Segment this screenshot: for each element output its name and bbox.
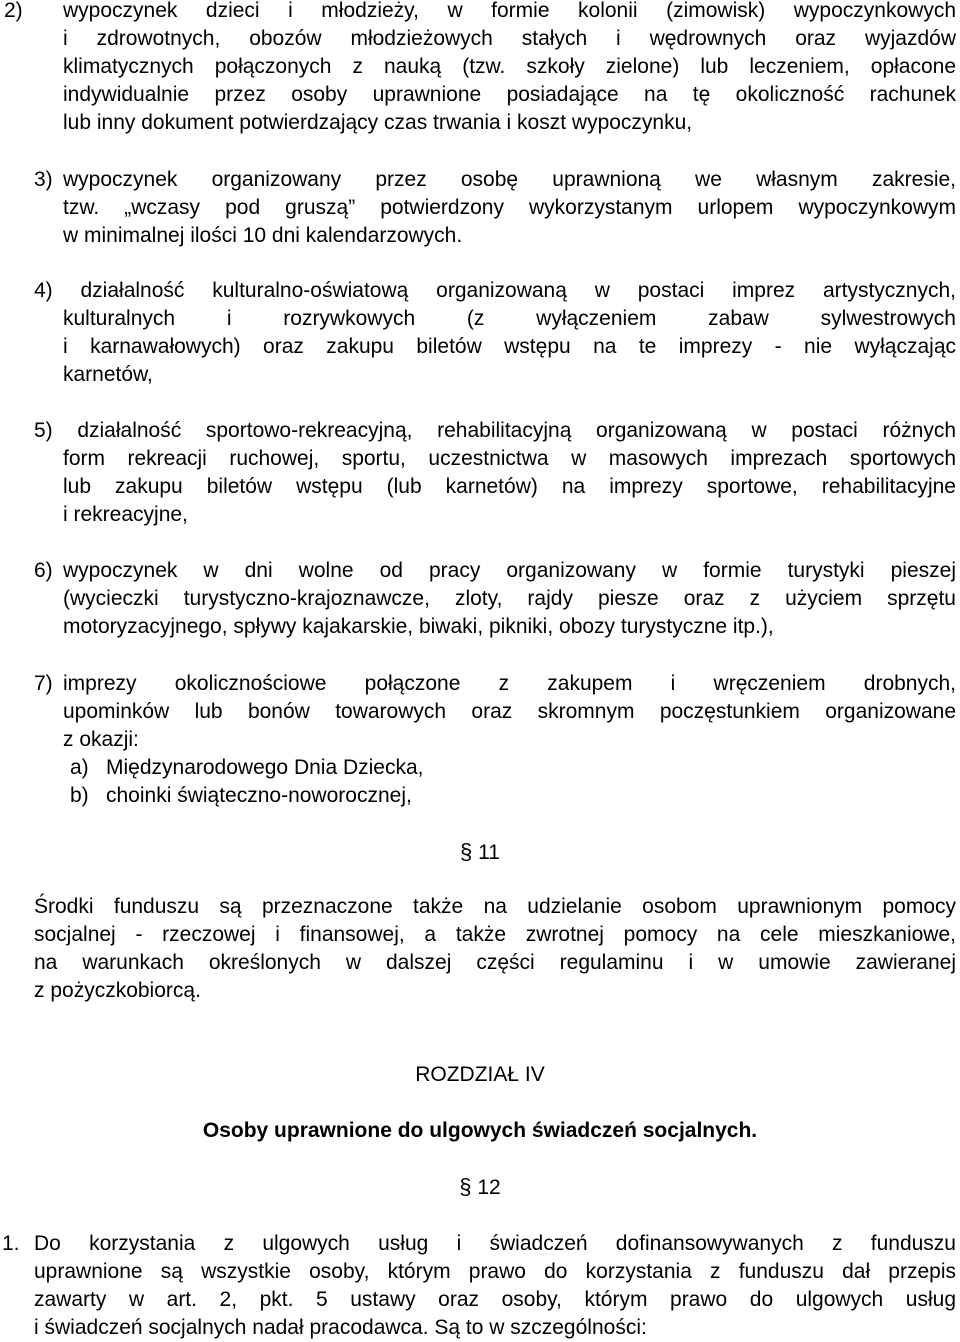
item-7-line-3: z okazji:: [63, 728, 139, 751]
section-11-line-4: z pożyczkobiorcą.: [34, 979, 201, 1002]
item-4-line-2: kulturalnych i rozrywkowych (z wyłączeniem zabaw sylwestrowych: [63, 307, 956, 330]
item-7-sub-a-text: Międzynarodowego Dnia Dziecka,: [106, 756, 424, 779]
section-11-heading: [0, 838, 960, 867]
section-sign-icon: §: [460, 839, 473, 864]
item-4-line-3: i karnawałowych) oraz zakupu biletów wstępu na te imprezy - nie wyłączając: [63, 335, 956, 358]
section-12-heading: [0, 1173, 960, 1202]
item-5-line-2: form rekreacji ruchowej, sportu, uczestnictwa w masowych imprezach sportowych: [63, 447, 956, 470]
section-12-line-1: Do korzystania z ulgowych usług i świadczeń dofinansowywanych z funduszu: [34, 1232, 956, 1255]
item-3-line-3: w minimalnej ilości 10 dni kalendarzowych.: [63, 224, 463, 247]
chapter-title: Osoby uprawnione do ulgowych świadczeń socjalnych.: [202, 1119, 758, 1142]
item-5-line-1: 5) działalność sportowo-rekreacyjną, rehabilitacyjną organizowaną w postaci różnych: [34, 419, 956, 442]
item-6-number: 6): [34, 559, 53, 582]
item-6-line-3: motoryzacyjnego, spływy kajakarskie, biwaki, pikniki, obozy turystyczne itp.),: [63, 615, 774, 638]
item-2-line-5: lub inny dokument potwierdzający czas trwania i koszt wypoczynku,: [63, 111, 693, 134]
item-4-line-4: karnetów,: [63, 363, 153, 386]
item-6-line-1: wypoczynek w dni wolne od pracy organizowany w formie turystyki pieszej: [63, 559, 956, 582]
item-7-sub-a-label: a): [70, 756, 89, 779]
item-2-number: 2): [4, 0, 23, 22]
item-2-line-1: wypoczynek dzieci i młodzieży, w formie kolonii (zimowisk) wypoczynkowych: [63, 0, 956, 22]
item-3-number: 3): [34, 168, 53, 191]
item-6-line-2: (wycieczki turystyczno-krajoznawcze, zloty, rajdy piesze oraz z użyciem sprzętu: [63, 587, 956, 610]
item-5-line-3: lub zakupu biletów wstępu (lub karnetów) na imprezy sportowe, rehabilitacyjne: [63, 475, 956, 498]
item-2-line-3: klimatycznych połączonych z nauką (tzw. szkoły zielone) lub leczeniem, opłacone: [63, 55, 956, 78]
section-12-line-2: uprawnione są wszystkie osoby, którym prawo do korzystania z funduszu dał przepis: [34, 1260, 956, 1283]
section-12-line-4: i świadczeń socjalnych nadał pracodawca. Są to w szczególności:: [34, 1316, 647, 1339]
section-11-number: 11: [478, 841, 500, 864]
chapter-heading: ROZDZIAŁ IV: [415, 1063, 545, 1086]
item-5-line-4: i rekreacyjne,: [63, 503, 188, 526]
item-7-line-2: upominków lub bonów towarowych oraz skromnym poczęstunkiem organizowane: [63, 700, 956, 723]
section-sign-icon: §: [459, 1174, 472, 1199]
item-7-line-1: imprezy okolicznościowe połączone z zakupem i wręczeniem drobnych,: [63, 672, 956, 695]
section-11-line-3: na warunkach określonych w dalszej części regulaminu i w umowie zawieranej: [34, 951, 956, 974]
item-2-line-2: i zdrowotnych, obozów młodzieżowych stałych i wędrownych oraz wyjazdów: [63, 27, 956, 50]
item-7-sub-b-text: choinki świąteczno-noworocznej,: [106, 784, 412, 807]
section-12-line-3: zawarty w art. 2, pkt. 5 ustawy oraz osoby, którym prawo do ulgowych usług: [34, 1288, 956, 1311]
item-3-line-2: tzw. „wczasy pod gruszą” potwierdzony wykorzystanym urlopem wypoczynkowym: [63, 196, 956, 219]
section-12-point-number: 1.: [2, 1232, 20, 1255]
item-7-sub-b-label: b): [70, 784, 89, 807]
item-2-line-4: indywidualnie przez osoby uprawnione posiadające na tę okoliczność rachunek: [63, 83, 956, 106]
section-12-number: 12: [477, 1176, 501, 1199]
section-11-line-2: socjalnej - rzeczowej i finansowej, a także zwrotnej pomocy na cele mieszkaniowe,: [34, 923, 956, 946]
item-4-line-1: 4) działalność kulturalno-oświatową organizowaną w postaci imprez artystycznych,: [34, 279, 956, 302]
item-3-line-1: wypoczynek organizowany przez osobę uprawnioną we własnym zakresie,: [63, 168, 956, 191]
item-7-number: 7): [34, 672, 53, 695]
section-11-line-1: Środki funduszu są przeznaczone także na udzielanie osobom uprawnionym pomocy: [34, 895, 956, 918]
